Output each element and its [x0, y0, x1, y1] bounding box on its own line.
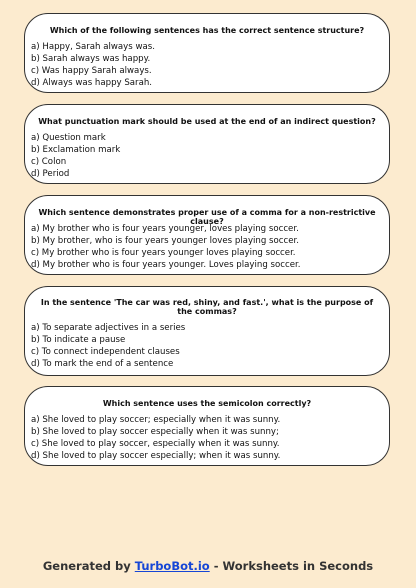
- answer-option: c) She loved to play soccer, especially when it was sunny.: [31, 439, 280, 449]
- answer-option: d) To mark the end of a sentence: [31, 359, 174, 369]
- question-card-5: [24, 386, 390, 466]
- answer-option: c) Was happy Sarah always.: [31, 66, 152, 76]
- answer-options: [31, 132, 383, 180]
- answer-options: [31, 223, 383, 271]
- answer-option: b) To indicate a pause: [31, 335, 126, 345]
- footer-prefix: Generated by: [42, 559, 135, 573]
- turbobot-link[interactable]: TurboBot.io: [134, 559, 210, 573]
- answer-option: c) Colon: [31, 157, 67, 167]
- question-card-1: [24, 13, 390, 93]
- answer-options: [31, 322, 383, 370]
- answer-option: b) She loved to play soccer especially when it was sunny;: [31, 427, 279, 437]
- answer-option: b) Sarah always was happy.: [31, 54, 151, 64]
- question-prompt: Which sentence demonstrates proper use of a comma for a non-restrictive clause?: [38, 208, 376, 226]
- answer-option: d) Always was happy Sarah.: [31, 78, 153, 88]
- answer-option: a) She loved to play soccer; especially when it was sunny.: [31, 415, 281, 425]
- answer-option: d) Period: [31, 169, 70, 179]
- answer-options: [31, 414, 383, 462]
- question-prompt: Which sentence uses the semicolon correctly?: [102, 399, 312, 408]
- question-card-2: [24, 104, 390, 184]
- answer-options: [31, 41, 383, 89]
- question-prompt: Which of the following sentences has the correct sentence structure?: [49, 26, 365, 35]
- answer-option: d) She loved to play soccer especially; when it was sunny.: [31, 451, 281, 461]
- footer-suffix: - Worksheets in Seconds: [209, 559, 374, 573]
- question-prompt: What punctuation mark should be used at the end of an indirect question?: [38, 117, 376, 126]
- question-prompt: In the sentence 'The car was red, shiny, and fast.', what is the purpose of the commas?: [40, 298, 374, 316]
- answer-option: a) To separate adjectives in a series: [31, 323, 186, 333]
- answer-option: a) Happy, Sarah always was.: [31, 42, 155, 52]
- question-card-4: [24, 286, 390, 376]
- answer-option: c) My brother who is four years younger loves playing soccer.: [31, 248, 296, 258]
- question-card-3: [24, 195, 390, 275]
- answer-option: d) My brother who is four years younger. Loves playing soccer.: [31, 260, 301, 270]
- answer-option: c) To connect independent clauses: [31, 347, 180, 357]
- footer-credit: [0, 559, 416, 573]
- answer-option: b) Exclamation mark: [31, 145, 121, 155]
- answer-option: b) My brother, who is four years younger loves playing soccer.: [31, 236, 300, 246]
- answer-option: a) My brother who is four years younger, loves playing soccer.: [31, 224, 299, 234]
- answer-option: a) Question mark: [31, 133, 106, 143]
